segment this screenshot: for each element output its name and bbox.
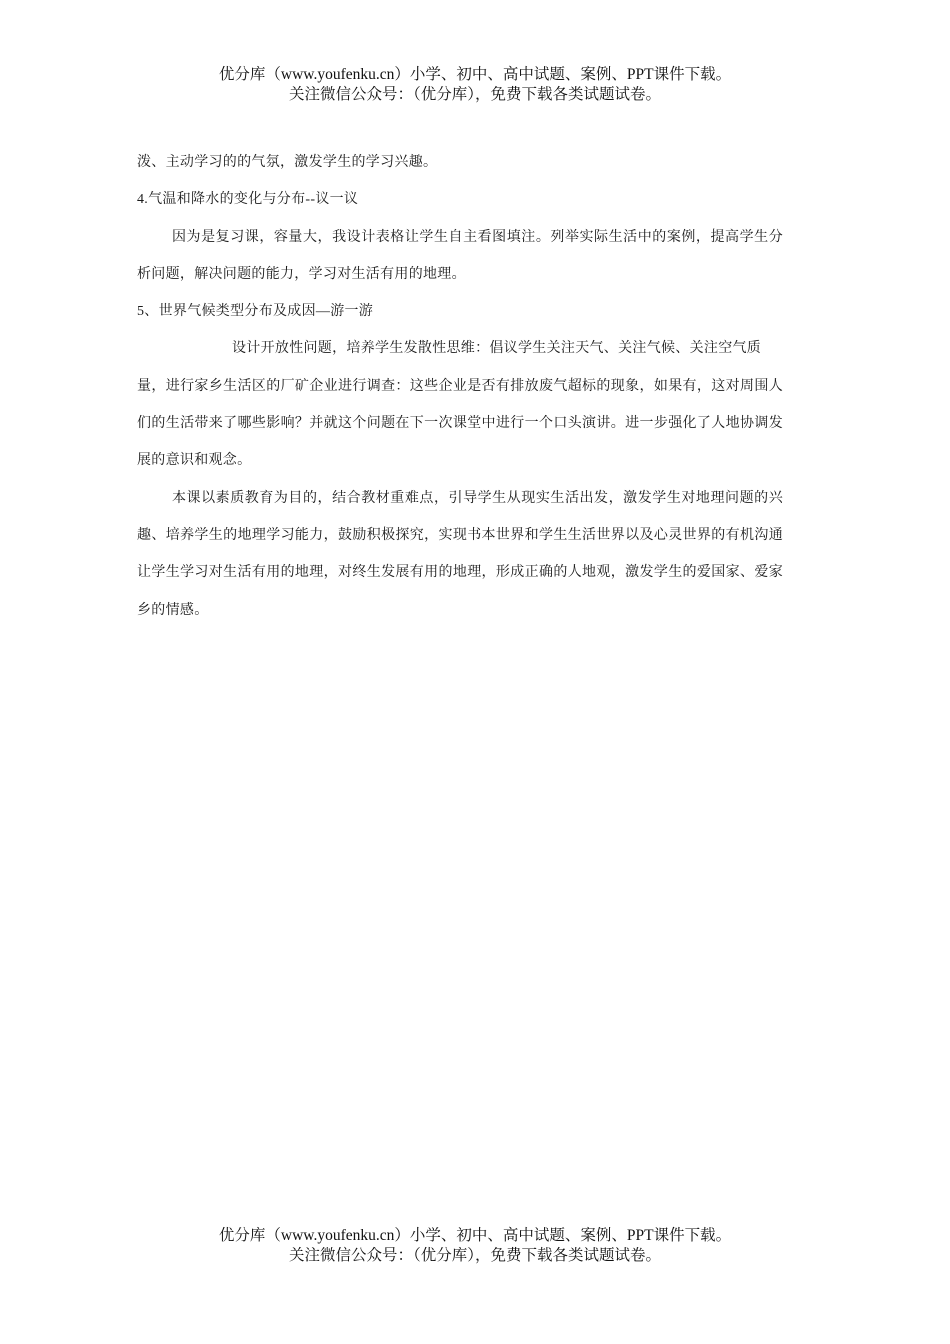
body-line: 因为是复习课，容量大，我设计表格让学生自主看图填注。列举实际生活中的案例，提高学生分 bbox=[172, 229, 783, 245]
body-line: 本课以素质教育为目的，结合教材重难点，引导学生从现实生活出发，激发学生对地理问题的兴 bbox=[172, 490, 783, 506]
document-body bbox=[137, 144, 783, 629]
page-footer-line: 优分库（www.youfenku.cn）小学、初中、高中试题、案例、PPT课件下载。 bbox=[218, 1227, 732, 1244]
page-footer-subline: 关注微信公众号：（优分库），免费下载各类试题试卷。 bbox=[288, 1247, 661, 1264]
body-line: 析问题，解决问题的能力，学习对生活有用的地理。 bbox=[137, 266, 466, 282]
page-header-line: 优分库（www.youfenku.cn）小学、初中、高中试题、案例、PPT课件下载。 bbox=[218, 66, 732, 83]
page-header-subline: 关注微信公众号：（优分库），免费下载各类试题试卷。 bbox=[288, 86, 661, 103]
body-line: 设计开放性问题，培养学生发散性思维：倡议学生关注天气、关注气候、关注空气质 bbox=[232, 341, 762, 357]
body-line: 展的意识和观念。 bbox=[137, 453, 252, 469]
section-heading-5: 5、世界气候类型分布及成因—游一游 bbox=[137, 304, 374, 320]
body-line: 乡的情感。 bbox=[137, 602, 209, 618]
section-heading-4: 4.气温和降水的变化与分布--议一议 bbox=[137, 192, 359, 208]
body-line: 量，进行家乡生活区的厂矿企业进行调查：这些企业是否有排放废气超标的现象，如果有，这对周围人 bbox=[137, 378, 783, 394]
body-line: 们的生活带来了哪些影响？并就这个问题在下一次课堂中进行一个口头演讲。进一步强化了人地协调发 bbox=[137, 416, 783, 432]
body-line: 泼、主动学习的的气氛，激发学生的学习兴趣。 bbox=[137, 155, 438, 170]
body-line: 让学生学习对生活有用的地理，对终生发展有用的地理，形成正确的人地观，激发学生的爱国家、爱家 bbox=[137, 565, 783, 581]
body-line: 趣、培养学生的地理学习能力，鼓励积极探究，实现书本世界和学生生活世界以及心灵世界的有机沟通 bbox=[137, 527, 783, 543]
